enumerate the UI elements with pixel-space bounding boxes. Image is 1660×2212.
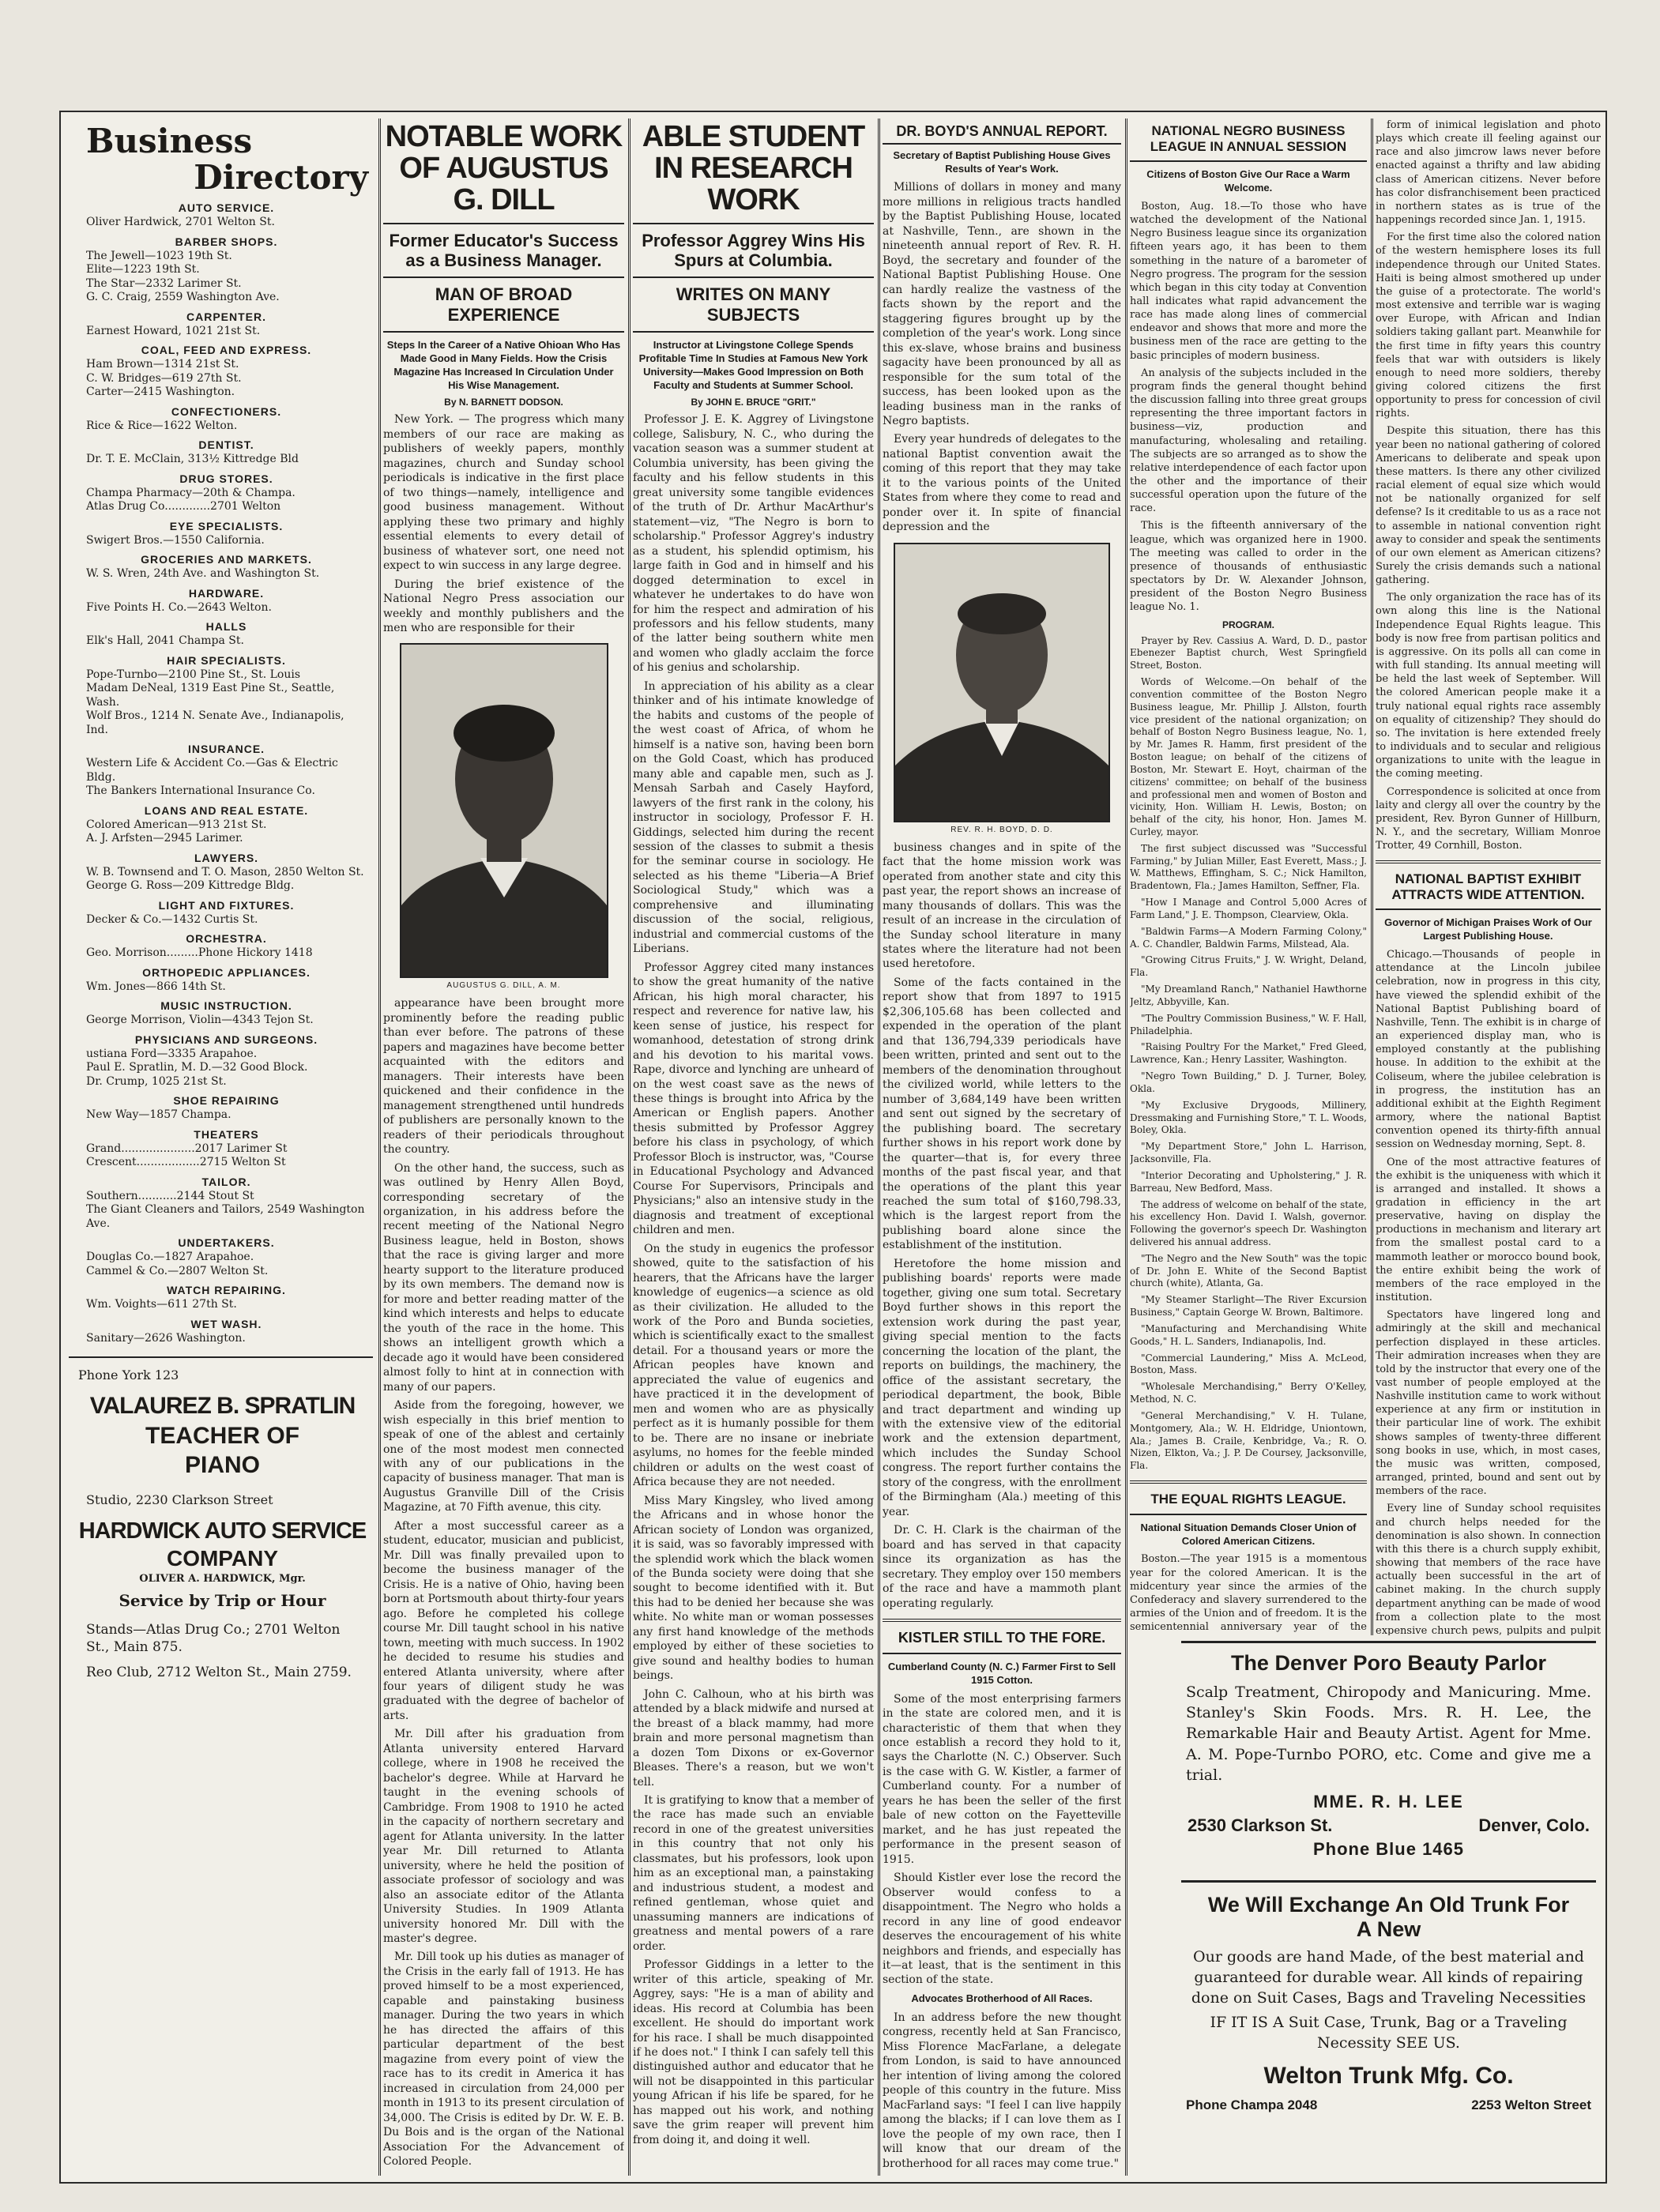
article-paragraph: Boston, Aug. 18.—To those who have watched the development of the National Negro Business league since its organization fifteen years ago, it has been to them something in the nature of a barometer of Negro progress. The program for the session which began in this city today at Convention hall indicates what rapid advancement the race has made along lines of commercial endeavor and shows that more and more the business men of the race are getting to the basic principles of modern business. bbox=[1130, 200, 1367, 362]
directory-entry: Pope-Turnbo—2100 Pine St., St. Louis bbox=[86, 668, 301, 681]
article-paragraph: Spectators have lingered long and admiringly at the skill and mechanical perfection displayed in these articles. Their admiration increases when they are told by the instructor that every one of the vast number of people employed at the Nashville institution came to work without experience at any firm or institution in their particular line of work. The exhibit shows samples of twenty-three different song books in use, which, in most cases, the music was written, composed, arranged, printed, bound and sent out by members of the race. bbox=[1376, 1309, 1601, 1498]
article-paragraph: During the brief existence of the National Negro Press association our weekly and monthly publishers and the men who are responsible for their bbox=[383, 577, 624, 634]
boyd-portrait bbox=[894, 543, 1110, 822]
directory-entry: A. J. Arfsten—2945 Larimer. bbox=[86, 832, 243, 845]
directory-category: INSURANCE. bbox=[187, 743, 265, 756]
article-paragraph: In an address before the new thought congress, recently held at San Francisco, Miss Florence MacFarlane, a delegate from London, is said to have announced her intention of living among the colored people of this country in the future. Miss MacFarland says: "I feel I can live happily among the blacks; if I can love them as I love the people of my own race, then I will know that our dream of the brotherhood for all races may come true." bbox=[883, 2011, 1121, 2170]
directory-entry: Wm. Jones—866 14th St. bbox=[86, 980, 226, 993]
directory-entry: Elite—1223 19th St. bbox=[86, 263, 200, 276]
article-paragraph: "Manufacturing and Merchandising White Goods," H. L. Sanders, Indianapolis, Ind. bbox=[1130, 1322, 1367, 1347]
kistler-headline: KISTLER STILL TO THE FORE. bbox=[898, 1630, 1106, 1646]
article-paragraph: Dr. C. H. Clark is the chairman of the board and has served in that capacity since its organization as has the secretary. They employ over 150 members of the race and have a mammoth plant operating regularly. bbox=[883, 1524, 1121, 1610]
article-paragraph: Millions of dollars in money and many more millions in religious tracts handled by the Baptist Publishing House, located at Nashville, Tenn., are shown in the nineteenth annual report of Rev. R. H. Boyd, the secretary and founder of the National Baptist Publishing House. One can hardly realize the vastness of the facts shown by the report and the staggering figures brought up by the completion of the year's work. Long since this ex-slave, whose brains and business sagacity have been pronounced by all as responsible for the sum total of the success, has been looked upon as the leading business man in the ranks of Negro baptists. bbox=[883, 181, 1121, 427]
directory-category: CARPENTER. bbox=[186, 310, 266, 323]
article-paragraph: business changes and in spite of the fact that the home mission work was operated from another state and city this past year, the report shows an increase of many thousands of dollars. This was the result of an increase in the circulation of the Sunday school literature in many states where the literature had not been used heretofore. bbox=[883, 841, 1121, 971]
directory-entry: Southern...........2144 Stout St bbox=[86, 1189, 254, 1202]
directory-category: SHOE REPAIRING bbox=[173, 1094, 280, 1108]
article-paragraph: "Raising Poultry For the Market," Fred Gleed, Lawrence, Kan.; Henry Lassiter, Washington. bbox=[1130, 1041, 1367, 1066]
article-paragraph: Some of the facts contained in the report show that from 1897 to 1915 $2,306,105.68 has been collected and expended in the operation of the plant and that 136,794,339 periodicals have been written, printed and sent out to the members of the denomination throughout the civilized world, while letters to the number of 3,684,149 have been written and sent out signed by the secretary of the publishing board. The secretary further shows in his report work done by the quarter—that is, for every three months of the past fiscal year, and that the operations of the plant this year reached the sum total of $160,798.33, which is the largest report from the publishing board alone since the establishment of the institution. bbox=[883, 976, 1121, 1252]
trunk-ad: We Will Exchange An Old Trunk For A New Our goods are hand Made, of the best material and guaranteed for durable wear. All kinds of repairing done on Suit Cases, Bags and Traveling Necessities IF IT IS A Suit Case, Trunk, Bag or a Traveling Necessity SEE US. Welton Trunk Mfg. Co. Phone Champa 2048 2253 Welton Street bbox=[1186, 1893, 1591, 2113]
right-column: form of inimical legislation and photo plays which create ill feeling against our race and also jimcrow laws never before enacted against a thrifty and law abiding class of American citizens. Never before has color disfranchisement been practiced in northern states as is true of the happenings recorded since Jan. 1, 1915. For the first time also the colored nation of the western hemisphere loses its full independence through our United States. Haiti is being almost smothered up under the guise of a protectorate. The world's most extensive and terrible war is waging over Europe, with African and Indian soldiers taking gallant part. Meanwhile for the first time in fifty years this country feels that war with outsiders is likely enough to need more soldiers, thereby giving colored citizens the first opportunity to press for concession of civil rights. Despite this situation, there has this year been no national gathering of colored Americans to deliberate and speak upon these matters. Is there any other civilized racial element of equal size which would not be nationally organized for self defense? Is it creditable to us as a race not to assemble in national convention right away to consider and speak the sentiments of our own element as American citizens? Surely the crisis demands such a national gathering. The only organization the race has of its own along this line is the National Independence Equal Rights league. This body is now free from partisan politics and is aggressive. On its polls all can come in with full standing. Its annual meeting will be held the last week of September. Will the colored American people make it a truly national equal rights race assembly on equality of citizenship? They should do so. The invitation is here extended freely to individuals and to secular and religious organizations to unite with the league in the coming meeting. Correspondence is solicited at once from laity and clergy all over the country by the president, Rev. Byron Gunner of Hillburn, N. Y., and the secretary, William Monroe Trotter, 49 Cornhill, Boston. NATIONAL BAPTIST EXHIBIT ATTRACTS WIDE ATTENTION. Governor of Michigan Praises Work of Our Largest Publishing House. Chicago.—Thousands of people in attendance at the Lincoln jubilee celebration, now in progress in this city, have viewed the splendid exhibit of the National Baptist Publishing board of Nashville, Tenn. The exhibit is in charge of an experienced display man, who is employed constantly at the publishing house. In addition to the exhibit at the Coliseum, where the jubilee celebration is in progress, the institution has an additional exhibit at the Eighth Regiment armory, where the national Baptist convention opened its thirty-fifth annual session on Wednesday morning, Sept. 8. One of the most attractive features of the exhibit is the uniqueness with which it is arranged and installed. It shows a gradation in efficiency in the art preservative, having on display the productions in mechanism and literary art from the smallest postal card to a mammoth leather or morocco bound book, the entire exhibit being the work of members of the race employed in the institution. Spectators have lingered long and admiringly at the skill and mechanical perfection displayed in these articles. Their admiration increases when they are told by the instructor that every one of the vast number of people employed at the Nashville institution came to work without experience at any firm or institution in their particular line of work. The exhibit shows samples of twenty-three different song books in use, which, in most cases, the music was written, composed, arranged, printed, bound and sent out by members of the race. Every line of Sunday school requisites and church helps needed for the denomination is also shown. In connection with this there is a church supply exhibit, showing that members of the race have actually been successful in the art of cabinet making. In the church supply department anything can be made of wood from a collection plate to the most expensive church pews, pulpits and pulpit bbox=[1376, 118, 1601, 1635]
aggrey-article: ABLE STUDENT IN RESEARCH WORK Professor Aggrey Wins His Spurs at Columbia. WRITES ON MANY SUBJECTS Instructor at Livingstone College Spends Profitable Time In Studies at Famous New York University—Makes Good Impression on Both Faculty and Students at Summer School. By JOHN E. BRUCE "GRIT." Professor J. E. K. Aggrey of Livingstone college, Salisbury, N. C., who during the vacation season was a summer student at Columbia university, has been giving the faculty and his fellow students in this great university some tangible evidences of the truth of Dr. Arthur MacArthur's statement—viz, "The Negro is born to scholarship." Professor Aggrey's industry as a student, his splendid optimism, his large faith in God and in himself and his dogged determination to excel in whatever he undertakes to do have won for him the respect and admiration of his professors and his fellow students, many of the latter being southern white men and women who gladly acclaim the force of his genius and scholarship. In appreciation of his ability as a clear thinker and of his intimate knowledge of the habits and customs of the people of the west coast of Africa, of whom he himself is a native son, having been born on the Gold Coast, which has produced many able and capable men, such as J. Mensah Sarbah and Casely Hayford, lawyers of the first rank in the colony, his instructor in sociology, Professor F. H. Giddings, selected him during the recent session of the classes to submit a thesis for the seminar course in sociology. He selected as his theme "Liberia—A Brief Sociological Study," which was a comprehensive and illuminating discussion of the social, religious, industrial and commercial customs of the Liberians. Professor Aggrey cited many instances to show the great humanity of the native African, his high moral character, his respect and reverence for native law, his keen sense of justice, his respect for womanhood, detestation of strong drink and his devotion to his marital vows. Rape, divorce and lynching are unheard of on the west coast save as the news of these things is brought into Africa by the American or English papers. Another thesis submitted by Professor Aggrey before his class in psychology, of which Professor Bloch is instructor, was, "Course in Educational Psychology and Advanced Course For Supervisors, Principals and Physicians;" also an intensive study in the diagnosis and treatment of exceptional children and men. On the study in eugenics the professor showed, quite to the satisfaction of his hearers, that the Africans have the larger knowledge of eugenics—a science as old as their civilization. He alluded to the work of the Poro and Bunda societies, which is scientifically exact to the smallest detail. For a thousand years or more the African peoples have known and appreciated the value of eugenics and have practiced it in the development of men and women who are as physically perfect as it is humanly possible for them to be. There are no insane or inebriate asylums, no homes for the feeble minded children or adults on the west coast of Africa because they are not needed. Miss Mary Kingsley, who lived among the Africans and in whose honor the African society of London was organized, it is said, was so favorably impressed with the splendid work which the black women of the Bunda society were doing that she sought to become identified with it. But this had to be denied her because she was white. No white man or woman possesses any first hand knowledge of the methods employed by either of these societies to give sound and healthy bodies to human beings. John C. Calhoun, who at his birth was attended by a black midwife and nursed at the breast of a black mammy, had more brain and more personal magnetism than a dozen Tom Dixons or ex-Governor Bleases. There's a reason, but we won't tell. It is gratifying to know that a member of the race has made such an enviable record in one of the greatest universities in this country that not only his classmates, but his professors, look upon him as an exceptional man, a painstaking and industrious student, a modest and refined gentleman, whose quiet and unassuming manners are indications of greatness and mental powers of a rare order. Professor Giddings in a letter to the writer of this article, speaking of Mr. Aggrey, says: "He is a man of ability and ideas. His record at Columbia has been excellent. He should do important work for his race. I shall be much disappointed if he does not." I think I can safely tell this distinguished author and educator that he will not be disappointed in this particular young African if his life be spared, for he has mapped out his work, and nothing save the grim reaper will prevent him from doing it, and doing it well. bbox=[633, 120, 874, 2146]
directory-entry: Wm. Voights—611 27th St. bbox=[86, 1298, 237, 1311]
newspaper-page bbox=[59, 111, 1607, 2184]
directory-entry: Madam DeNeal, 1319 East Pine St., Seattle, Wash. bbox=[86, 682, 335, 709]
article-paragraph: The address of welcome on behalf of the state, his excellency Hon. David I. Walsh, governor. Following the governor's speech Dr. Washington delivered his annual address. bbox=[1130, 1198, 1367, 1247]
article-paragraph: "Interior Decorating and Upholstering," J. R. Barreau, New Bedford, Mass. bbox=[1130, 1169, 1367, 1194]
directory-category: PHYSICIANS AND SURGEONS. bbox=[134, 1033, 318, 1046]
directory-entry: George G. Ross—209 Kittredge Bldg. bbox=[86, 879, 295, 893]
spratlin-ad: Phone York 123 VALAUREZ B. SPRATLIN TEACHER OF PIANO Studio, 2230 Clarkson Street bbox=[78, 1367, 356, 1507]
directory-category: HAIR SPECIALISTS. bbox=[167, 653, 286, 667]
article-paragraph: "The Negro and the New South" was the topic of Dr. John E. White of the Second Baptist church (white), Atlanta, Ga. bbox=[1130, 1252, 1367, 1289]
article-paragraph: Professor Aggrey cited many instances to show the great humanity of the native African, his high moral character, his respect and reverence for native law, his keen sense of justice, his respect for womanhood, detestation of strong drink and his devotion to his marital vows. Rape, divorce and lynching are unheard of on the west coast save as the news of these things is brought into Africa by the American or English papers. Another thesis submitted by Professor Aggrey before his class in psychology, of which Professor Bloch is instructor, was, "Course in Educational Psychology and Advanced Course For Supervisors, Principals and Physicians;" also an intensive study in the diagnosis and treatment of exceptional children and men. bbox=[633, 961, 874, 1237]
directory-entry: Decker & Co.—1432 Curtis St. bbox=[86, 912, 258, 926]
article-paragraph: Every line of Sunday school requisites and church helps needed for the denomination is also shown. In connection with this there is a church supply exhibit, showing that members of the race have actually been successful in the art of cabinet making. In the church supply department anything can be made of wood from a collection plate to the most expensive church pews, pulpits and pulpit bbox=[1376, 1503, 1601, 1635]
directory-entry: W. S. Wren, 24th Ave. and Washington St. bbox=[86, 567, 320, 581]
directory-entry: Atlas Drug Co.............2701 Welton bbox=[86, 500, 281, 514]
directory-entry: Dr. Crump, 1025 21st St. bbox=[86, 1074, 227, 1088]
directory-title: Business Directory bbox=[86, 122, 368, 198]
article-paragraph: One of the most attractive features of the exhibit is the uniqueness with which it is arranged and installed. It shows a gradation in efficiency in the art preservative, having on display the productions in mechanism and literary art from the smallest postal card to a mammoth leather or morocco bound book, the entire exhibit being the work of members of the race employed in the institution. bbox=[1376, 1156, 1601, 1304]
article-paragraph: This is the fifteenth anniversary of the league, which was organized here in 1900. The meeting was called to order in the presence of thousands of enthusiastic spectators by Dr. W. Alexander Johnson, president of the Boston Negro Business league No. 1. bbox=[1130, 520, 1367, 614]
article-paragraph: "Growing Citrus Fruits," J. W. Wright, Deland, Fla. bbox=[1130, 954, 1367, 979]
article-paragraph: Some of the most enterprising farmers in the state are colored men, and it is characteristic of them that when they once establish a record they hold to it, says the Charlotte (N. C.) Observer. Such is the case with G. W. Kistler, a farmer of Cumberland county. For a number of years he has been the seller of the first bale of new cotton on the Fayetteville market, and he has just repeated the performance in the present season of 1915. bbox=[883, 1692, 1121, 1866]
directory-entry: The Bankers International Insurance Co. bbox=[86, 784, 315, 798]
directory-entry: G. C. Craig, 2559 Washington Ave. bbox=[86, 291, 280, 304]
article-paragraph: form of inimical legislation and photo plays which create ill feeling against our race and also jimcrow laws never before enacted against a thrifty and law abiding class of American citizens. Never before has color disfranchisement been practiced in northern states as is true of the happenings recorded since Jan. 1, 1915. bbox=[1376, 119, 1601, 227]
directory-category: AUTO SERVICE. bbox=[178, 201, 275, 215]
directory-category: LIGHT AND FIXTURES. bbox=[158, 898, 295, 912]
directory-entry: Elk's Hall, 2041 Champa St. bbox=[86, 634, 244, 648]
directory-category: MUSIC INSTRUCTION. bbox=[160, 999, 292, 1013]
article-paragraph: "My Department Store," John L. Harrison, Jacksonville, Fla. bbox=[1130, 1141, 1367, 1165]
poro-beauty-ad: The Denver Poro Beauty Parlor Scalp Treatment, Chiropody and Manicuring. Mme. Stanley's Skin Foods. Mrs. R. H. Lee, the Remarkable Hair and Beauty Artist. Agent for Mme. A. M. Pope-Turnbo PORO, etc. Come and give me a trial. MME. R. H. LEE 2530 Clarkson St. Denver, Colo. Phone Blue 1465 bbox=[1181, 1641, 1596, 1883]
article-paragraph: John C. Calhoun, who at his birth was attended by a black midwife and nursed at the breast of a black mammy, had more brain and more personal magnetism than a dozen Tom Dixons or ex-Governor Bleases. There's a reason, but we won't tell. bbox=[633, 1687, 874, 1789]
article-paragraph: "General Merchandising," V. H. Tulane, Montgomery, Ala.; W. H. Eldridge, Uniontown, Ala.; James B. Craile, Kenbridge, Va.; R. O. Nizen, Elkton, Va.; J. P. De Coursey, Jacksonville, Fla. bbox=[1130, 1409, 1367, 1472]
directory-entry: Paul E. Spratlin, M. D.—32 Good Block. bbox=[86, 1061, 308, 1074]
article-paragraph: "Baldwin Farms—A Modern Farming Colony," A. C. Chandler, Baldwin Farms, Milstead, Ala. bbox=[1130, 925, 1367, 950]
directory-category: DRUG STORES. bbox=[179, 472, 273, 485]
directory-category: WET WASH. bbox=[190, 1317, 262, 1330]
article-paragraph: It is gratifying to know that a member of the race has made such an enviable record in one of the greatest universities in this country that not only his classmates, but his professors, look upon him as an exceptional man, a painstaking and industrious student, a modest and refined gentleman, whose quiet and unassuming manners are indications of greatness and mental powers of a rare order. bbox=[633, 1794, 874, 1953]
directory-entry: Dr. T. E. McClain, 313½ Kittredge Bld bbox=[86, 453, 299, 466]
directory-entry: Colored American—913 21st St. bbox=[86, 818, 267, 831]
article-paragraph: For the first time also the colored nation of the western hemisphere loses its full independence through our United States. Haiti is being almost smothered up under the guise of a protectorate. The world's most extensive and terrible war is waging over Europe, with African and Indian soldiers taking gallant part. Meanwhile for the first time in fifty years this country feels that war with outsiders is likely enough to need more soldiers, thereby giving colored citizens the first opportunity to press for concession of civil rights. bbox=[1376, 231, 1601, 420]
article-paragraph: New York. — The progress which many members of our race are making as publishers of weekly papers, monthly magazines, church and Sunday school periodicals is indicative in the first place of two things—namely, intelligence and good business management. Without applying these two primary and highly essential elements to every detail of business of whatever sort, one need not expect to win success in any large degree. bbox=[383, 413, 624, 573]
directory-category: LAWYERS. bbox=[194, 851, 259, 864]
directory-entry: Rice & Rice—1622 Welton. bbox=[86, 419, 238, 432]
article-paragraph: The first subject discussed was "Successful Farming," by Julian Miller, East Everett, Mass.; J. W. Matthews, Effingham, S. C.; Nick Hamilton, Bradentown, Fla.; James Hamilton, Seffner, Fla. bbox=[1130, 842, 1367, 892]
article-paragraph: Chicago.—Thousands of people in attendance at the Lincoln jubilee celebration, now in progress in this city, have viewed the splendid exhibit of the National Baptist Publishing board of Nashville, Tenn. The exhibit is in charge of an experienced display man, who is employed constantly at the publishing house. In addition to the exhibit at the Coliseum, where the jubilee celebration is in progress, the institution has an additional exhibit at the Eighth Regiment armory, where the national Baptist convention opened its thirty-fifth annual session on Wednesday morning, Sept. 8. bbox=[1376, 949, 1601, 1151]
directory-category: DENTIST. bbox=[198, 438, 254, 452]
article-paragraph: Every year hundreds of delegates to the national Baptist convention await the coming of this report that they may take it to the various points of the United States from where they come to read and ponder over it. In spite of financial depression and the bbox=[883, 433, 1121, 534]
directory-entry: ustiana Ford—3335 Arapahoe. bbox=[86, 1047, 258, 1060]
hardwick-ad: HARDWICK AUTO SERVICE COMPANY OLIVER A. HARDWICK, Mgr. Service by Trip or Hour Stands—Atlas Drug Co.; 2701 Welton St., Main 875. Reo Club, 2712 Welton St., Main 2759. bbox=[78, 1518, 367, 1681]
directory-entry: Sanitary—2626 Washington. bbox=[86, 1331, 246, 1345]
article-paragraph: The only organization the race has of its own along this line is the National Independence Equal Rights league. This body is now free from partisan politics and is aggressive. On its polls all can come in with full standing. Its annual meeting will be held the last week of September. Will the colored American people make it a truly national equal rights race assembly on equality of citizenship? They should do so. The invitation is here extended freely to individuals and to secular and religious organizations to unite with the league in the coming meeting. bbox=[1376, 592, 1601, 781]
dill-portrait bbox=[400, 643, 608, 978]
directory-entry: W. B. Townsend and T. O. Mason, 2850 Welton St. bbox=[86, 865, 364, 878]
directory-category: HARDWARE. bbox=[188, 586, 265, 600]
article-paragraph: Prayer by Rev. Cassius A. Ward, D. D., pastor Ebenezer Baptist church, West Springfield Street, Boston. bbox=[1130, 634, 1367, 672]
directory-category: THEATERS bbox=[194, 1127, 259, 1141]
article-paragraph: Boston.—The year 1915 is a momentous year for the colored American. It is the midcentury year since the armies of the Confederacy and slavery surrendered to the armies of the Union and of freedom. It is the semicentennial anniversary year of the bbox=[1130, 1553, 1367, 1634]
directory-category: EYE SPECIALISTS. bbox=[169, 519, 284, 532]
directory-entry: Cammel & Co.—2807 Welton St. bbox=[86, 1264, 269, 1277]
article-paragraph: On the other hand, the success, such as was outlined by Henry Allen Boyd, corresponding secretary of the organization, in his address before the recent meeting of the National Negro Business league, held in Boston, shows that the race is giving larger and more hearty support to the literature produced by its own members. The demand now is for more and better reading matter of the kind which interests and helps to educate the youth of the race in the home. This shows an intelligent growth which a decade ago it would have been considered almost folly to hint at in connection with many of our papers. bbox=[383, 1161, 624, 1394]
directory-entry: Douglas Co.—1827 Arapahoe. bbox=[86, 1251, 254, 1264]
article-paragraph: Words of Welcome.—On behalf of the convention committee of the Boston Negro Business league, Mr. Phillip J. Allston, fourth vice president of the national organization; on behalf of Boston Negro Business league, No. 1, by Mr. James R. Hamm, first president of the Boston league; on behalf of the citizens of Boston, Mr. Stewart E. Hoyt, chairman of the citizens' committee; on behalf of the business and professional men and women of Boston and vicinity, Hon. William H. Lewis, Boston; on behalf of the city, his honor, Hon. James M. Curley, mayor. bbox=[1130, 676, 1367, 837]
directory-entry: Swigert Bros.—1550 California. bbox=[86, 533, 265, 547]
directory-category: COAL, FEED AND EXPRESS. bbox=[141, 344, 312, 357]
directory-entry: Carter—2415 Washington. bbox=[86, 386, 235, 399]
article-paragraph: Heretofore the home mission and publishing boards' reports were made together, giving one sum total. Secretary Boyd further shows in this report the extension work during the past year, giving special mention to the facts concerning the location of the plant, the reports on buildings, the machinery, the office of the assistant secretary, the periodical department, the book, Bible and tract department and winding up with the extensive view of the editorial work and the extension department, which includes the Sunday School congress. The report further contains the story of the congress, with the enrollment of the Birmingham (Ala.) meeting of this year. bbox=[883, 1257, 1121, 1518]
boyd-article: DR. BOYD'S ANNUAL REPORT. Secretary of Baptist Publishing House Gives Results of Year's Work. Millions of dollars in money and many more millions in religious tracts handled by the Baptist Publishing House, located at Nashville, Tenn., are shown in the nineteenth annual report of Rev. R. H. Boyd, the secretary and founder of the National Baptist Publishing House. One can hardly realize the vastness of the facts shown by the report and the staggering figures brought up by the completion of the year's work. Long since this ex-slave, whose brains and business sagacity have been pronounced by all as responsible for the sum total of the success, has been looked upon as the leading business man in the ranks of Negro baptists. Every year hundreds of delegates to the national Baptist convention await the coming of this report that they may take it to the various points of the United States from where they come to read and ponder over it. In spite of financial depression and the REV. R. H. BOYD, D. D. business changes and in spite of the fact that the home mission work was operated from another state and city this past year, the report shows an increase of many thousands of dollars. This was the result of an increase in the circulation of the Sunday school literature in many states where the literature had not been used heretofore. Some of the facts contained in the report show that from 1897 to 1915 $2,306,105.68 has been collected and expended in the operation of the plant and that 136,794,339 periodicals have been written, printed and sent out to the members of the denomination throughout the civilized world, while letters to the number of 3,684,149 have been written and sent out signed by the secretary of the publishing board. The secretary further shows in his report work done by the quarter—that is, for every three months of the past fiscal year, and that the operations of the plant this year reached the sum total of $160,798.33, which is the largest report from the publishing board alone since the establishment of the institution. Heretofore the home mission and publishing boards' reports were made together, giving one sum total. Secretary Boyd further shows in this report the extension work during the past year, giving special mention to the facts concerning the location of the plant, the reports on buildings, the machinery, the office of the assistant secretary, the periodical department, the book, Bible and tract department and winding up with the extensive view of the editorial work and the extension department, which includes the Sunday School congress. The report further contains the story of the congress, with the enrollment of the Birmingham (Ala.) meeting of this year. Dr. C. H. Clark is the chairman of the board and has served in that capacity since its organization as has the secretary. They employ over 150 members of the race and have a mammoth plant operating regularly. KISTLER STILL TO THE FORE. Cumberland County (N. C.) Farmer First to Sell 1915 Cotton. Some of the most enterprising farmers in the state are colored men, and it is characteristic of them that when they once establish a record they hold to it, says the Charlotte (N. C.) Observer. Such is the case with G. W. Kistler, a farmer of Cumberland county. For a number of years he has been the seller of the first bale of new cotton on the Fayetteville market, and he has just repeated the performance in the present season of 1915. Should Kistler ever lose the record the Observer would confess to a disappointment. The Negro who holds a record in any line of good endeavor deserves the encouragement of his white neighbors and friends, and especially has it—at least, that is the sentiment in this section of the state. Advocates Brotherhood of All Races. In an address before the new thought congress, recently held at San Francisco, Miss Florence MacFarlane, a delegate from London, is said to have announced her intention of living among the colored people of this country in the future. Miss MacFarland says: "I feel I can live happily among the blacks; if I can love them as I love the people of my own race, then I will know that our dream of the brotherhood for all races may come true." bbox=[883, 123, 1121, 2170]
directory-category: WATCH REPAIRING. bbox=[167, 1284, 286, 1297]
directory-entry: Western Life & Accident Co.—Gas & Electric Bldg. bbox=[86, 757, 338, 784]
directory-category: ORTHOPEDIC APPLIANCES. bbox=[142, 965, 311, 979]
directory-category: HALLS bbox=[205, 620, 247, 634]
article-paragraph: Miss Mary Kingsley, who lived among the Africans and in whose honor the African society of London was organized, it is said, was so favorably impressed with the splendid work which the black women of the Bunda society were doing that she sought to become identified with it. But this had to be denied her because she was white. No white man or woman possesses any first hand knowledge of the methods employed by either of these societies to give sound and healthy bodies to human beings. bbox=[633, 1494, 874, 1683]
article-paragraph: Despite this situation, there has this year been no national gathering of colored Americans to deliberate and speak upon these matters. Is there any other civilized racial element of equal size which would not be nationally organized for self defense? Is it creditable to us as a race not to assemble in national convention right away to consider and speak the sentiments of our own element as American citizens? Surely the crisis demands such a national gathering. bbox=[1376, 425, 1601, 587]
article-paragraph: "My Exclusive Drygoods, Millinery, Dressmaking and Furnishing Store," T. L. Woods, Boley, Okla. bbox=[1130, 1099, 1367, 1136]
article-paragraph: "Commercial Laundering," Miss A. McLeod, Boston, Mass. bbox=[1130, 1352, 1367, 1376]
directory-category: BARBER SHOPS. bbox=[175, 235, 278, 248]
column-rule bbox=[878, 118, 880, 2176]
article-paragraph: "My Dreamland Ranch," Nathaniel Hawthorne Jeltz, Abbyville, Kan. bbox=[1130, 984, 1367, 1007]
article-paragraph: Mr. Dill took up his duties as manager of the Crisis in the early fall of 1913. He has proved himself to be a most experienced, capable and painstaking business manager. During the two years in which he has directed the affairs of this particular department of the best magazine from every point of view the race has to its credit in America it has increased in circulation from 24,000 per month in 1913 to its present circulation of 34,000. The Crisis is edited by Dr. W. E. B. Du Bois and is the organ of the National Association For the Advancement of Colored People. bbox=[383, 1951, 624, 2169]
column-rule bbox=[628, 118, 630, 2176]
directory-entry: The Giant Cleaners and Tailors, 2549 Washington Ave. bbox=[86, 1203, 365, 1230]
article-paragraph: Correspondence is solicited at once from laity and clergy all over the country by the president, Rev. Byron Gunner of Hillburn, N. Y., and the secretary, William Monroe Trotter, 49 Cornhill, Boston. bbox=[1376, 785, 1601, 852]
directory-entry: Wolf Bros., 1214 N. Senate Ave., Indianapolis, Ind. bbox=[86, 709, 344, 736]
article-paragraph: "How I Manage and Control 5,000 Acres of Farm Land," J. E. Thompson, Clearview, Okla. bbox=[1130, 897, 1367, 920]
column-rule bbox=[378, 118, 381, 2176]
directory-category: LOANS AND REAL ESTATE. bbox=[144, 803, 309, 817]
article-paragraph: After a most successful career as a student, educator, musician and publicist, Mr. Dill was finally prevailed upon to become the business manager of the Crisis. He is a native of Ohio, having been born at Portsmouth about thirty-four years ago. Before he completed his college course Mr. Dill taught school in his native town, meeting with much success. In 1902 he decided to resume his studies and entered Atlanta university, where after four years of diligent study he was graduated with the degree of bachelor of arts. bbox=[383, 1519, 624, 1722]
article-paragraph: Professor Giddings in a letter to the writer of this article, speaking of Mr. Aggrey, says: "He is a man of ability and ideas. His record at Columbia has been excellent. He should do important work for his race. I shall be much disappointed if he does not." I think I can safely tell this distinguished author and educator that he will not be disappointed in this particular young African if his life be spared, for he has mapped out his work, and nothing save the grim reaper will prevent him from doing it, and doing it well. bbox=[633, 1958, 874, 2146]
article-paragraph: "Negro Town Building," D. J. Turner, Boley, Okla. bbox=[1130, 1070, 1367, 1094]
dill-article: NOTABLE WORK OF AUGUSTUS G. DILL Former Educator's Success as a Business Manager. MAN OF BROAD EXPERIENCE Steps In the Career of a Native Ohioan Who Has Made Good in Many Fields. How the Crisis Magazine Has Increased In Circulation Under His Wise Management. By N. BARNETT DODSON. New York. — The progress which many members of our race are making as publishers of weekly papers, monthly magazines, church and Sunday school periodicals is indicative in the first place of two things—namely, intelligence and good business management. Without applying these two primary and highly essential elements to every detail of business of whatever sort, one need not expect to win success in any large degree. During the brief existence of the National Negro Press association our weekly and monthly publishers and the men who are responsible for their AUGUSTUS G. DILL, A. M. appearance have been brought more prominently before the reading public than ever before. The patrons of these papers and magazines have become better acquainted with the editors and managers. Their interests have been quickened and their confidence in the management strengthened until hundreds of publishers are personally known to the readers of their periodicals throughout the country. On the other hand, the success, such as was outlined by Henry Allen Boyd, corresponding secretary of the organization, in his address before the recent meeting of the National Negro Business league, held in Boston, shows that the race is giving larger and more hearty support to the literature produced by its own members. The demand now is for more and better reading matter of the kind which interests and helps to educate the youth of the race in the home. This shows an intelligent growth which a decade ago it would have been considered almost folly to hint at in connection with many of our papers. Aside from the foregoing, however, we wish especially in this brief mention to speak of one of the ablest and certainly one of the most modest men connected with any of our publications in the capacity of business manager. That man is Augustus Granville Dill of the Crisis Magazine, at 70 Fifth avenue, this city. After a most successful career as a student, educator, musician and publicist, Mr. Dill was finally prevailed upon to become the business manager of the Crisis. He is a native of Ohio, having been born at Portsmouth about thirty-four years ago. Before he completed his college course Mr. Dill taught school in his native town, meeting with much success. In 1902 he decided to resume his studies and entered Atlanta university, where after four years of diligent study he was graduated with the degree of bachelor of arts. Mr. Dill after his graduation from Atlanta university entered Harvard college, where in 1908 he received the bachelor's degree. While at Harvard he taught in the evening schools of Cambridge. From 1908 to 1910 he acted in the capacity of northern secretary and agent for Atlanta university. In the latter year Mr. Dill returned to Atlanta university, where he held the position of associate professor of sociology and was also an associate editor of the Atlanta University Studies. In 1909 Atlanta university honored Mr. Dill with the master's degree. Mr. Dill took up his duties as manager of the Crisis in the early fall of 1913. He has proved himself to be a most experienced, capable and painstaking business manager. During the two years in which he has directed the affairs of this particular department of the best magazine from every point of view the race has to its credit in America it has increased in circulation from 24,000 per month in 1913 to its present circulation of 34,000. The Crisis is edited by Dr. W. E. B. Du Bois and is the organ of the National Association For the Advancement of Colored People. bbox=[383, 120, 624, 2169]
column-rule bbox=[1371, 118, 1373, 1635]
article-paragraph: "Wholesale Merchandising," Berry O'Kelley, Method, N. C. bbox=[1130, 1381, 1367, 1405]
directory-entry: George Morrison, Violin—4343 Tejon St. bbox=[86, 1014, 314, 1027]
directory-category: ORCHESTRA. bbox=[186, 932, 267, 946]
article-paragraph: appearance have been brought more prominently before the reading public than ever before. The patrons of these papers and magazines have become better acquainted with the editors and managers. Their interests have been quickened and their confidence in the management strengthened until hundreds of publishers are personally known to the readers of their periodicals throughout the country. bbox=[383, 997, 624, 1157]
directory-list bbox=[69, 201, 373, 1345]
directory-entry: Crescent..................2715 Welton St bbox=[86, 1156, 286, 1169]
directory-entry: Grand.....................2017 Larimer St bbox=[86, 1142, 288, 1155]
article-paragraph: Should Kistler ever lose the record the Observer would confess to a disappointment. The Negro who holds a record in any line of good endeavor deserves the encouragement of his white neighbors and friends, and especially has it—at least, that is the sentiment in this section of the state. bbox=[883, 1872, 1121, 1987]
directory-entry: The Jewell—1023 19th St. bbox=[86, 249, 232, 262]
directory-category: UNDERTAKERS. bbox=[178, 1236, 275, 1250]
directory-category: GROCERIES AND MARKETS. bbox=[141, 553, 312, 566]
article-paragraph: An analysis of the subjects included in the program finds the general thought behind the discussion falling into three great groups representing the three important factors in business—viz, production and manufacturing, wholesaling and retailing. The subjects are so arranged as to show the relative interdependence of each factor upon the other and the importance of their successful operation upon the future of the race. bbox=[1130, 367, 1367, 515]
directory-entry: Oliver Hardwick, 2701 Welton St. bbox=[86, 216, 275, 229]
directory-entry: Ham Brown—1314 21st St. bbox=[86, 358, 239, 371]
article-paragraph: On the study in eugenics the professor showed, quite to the satisfaction of his hearers, that the Africans have the larger knowledge of eugenics—a science as old as their civilization. He alluded to the work of the Poro and Bunda societies, which is scientifically exact to the smallest detail. For a thousand years or more the African peoples have known and appreciated the value of eugenics and have practiced it in the development of men and women who are as physically perfect as it is humanly possible for them to be. There are no insane or inebriate asylums, no homes for the feeble minded children or adults on the west coast of Africa because they are not needed. bbox=[633, 1242, 874, 1489]
article-paragraph: Professor J. E. K. Aggrey of Livingstone college, Salisbury, N. C., who during the vacation season was a summer student at Columbia university, has been giving the faculty and his fellow students in this great university some tangible evidences of the truth of Dr. Arthur MacArthur's statement—viz, "The Negro is born to scholarship." Professor Aggrey's industry as a student, his splendid optimism, his large faith in God and in himself and his dogged determination to excel in whatever he undertakes to do have won for him the respect and admiration of his professors and his fellow students, many of the latter being southern white men and women who gladly acclaim the force of his genius and scholarship. bbox=[633, 413, 874, 675]
column-rule bbox=[1125, 118, 1127, 2176]
article-paragraph: "My Steamer Starlight—The River Excursion Business," Captain George W. Brown, Baltimore. bbox=[1130, 1294, 1367, 1319]
article-paragraph: Aside from the foregoing, however, we wish especially in this brief mention to speak of one of the ablest and certainly one of the most modest men connected with any of our publications in the capacity of business manager. That man is Augustus Granville Dill of the Crisis Magazine, at 70 Fifth avenue, this city. bbox=[383, 1399, 624, 1514]
directory-entry: Five Points H. Co.—2643 Welton. bbox=[86, 600, 272, 614]
article-paragraph: In appreciation of his ability as a clear thinker and of his intimate knowledge of the habits and customs of the people of the west coast of Africa, of whom he himself is a native son, having been born on the Gold Coast, which has produced many able and capable men, such as J. Mensah Sarbah and Casely Hayford, lawyers of the first rank in the colony, his instructor in sociology, Professor F. H. Giddings, selected him during the recent session of the classes to submit a thesis for the seminar course in sociology. He selected as his theme "Liberia—A Brief Sociological Study," which was a comprehensive and illuminating discussion of the social, religious, industrial and commercial customs of the Liberians. bbox=[633, 679, 874, 956]
business-directory-column bbox=[69, 118, 373, 2176]
directory-entry: Geo. Morrison.........Phone Hickory 1418 bbox=[86, 946, 313, 960]
directory-category: TAILOR. bbox=[201, 1175, 251, 1188]
directory-entry: Champa Pharmacy—20th & Champa. bbox=[86, 486, 295, 499]
portrait-image bbox=[895, 544, 1109, 821]
directory-entry: The Star—2332 Larimer St. bbox=[86, 276, 242, 290]
article-paragraph: "The Poultry Commission Business," W. F. Hall, Philadelphia. bbox=[1130, 1012, 1367, 1036]
league-article: NATIONAL NEGRO BUSINESS LEAGUE IN ANNUAL SESSION Citizens of Boston Give Our Race a Warm Welcome. Boston, Aug. 18.—To those who have watched the development of the National Negro Business league since its organization fifteen years ago, it has been to them something in the nature of a barometer of Negro progress. The program for the session which began in this city today at Convention hall indicates what rapid advancement the race has made along lines of commercial endeavor and shows that more and more the business men of the race are getting to the basic principles of modern business. An analysis of the subjects included in the program finds the general thought behind the discussion falling into three great groups representing the three important factors in business—viz, production and manufacturing, wholesaling and retailing. The subjects are so arranged as to show the relative interdependence of each factor upon the other and the importance of their successful operation upon the future of the race. This is the fifteenth anniversary of the league, which was organized here in 1900. The meeting was called to order in the presence of thousands of enthusiastic spectators by Dr. W. Alexander Johnson, president of the Boston Negro Business league No. 1. PROGRAM. Prayer by Rev. Cassius A. Ward, D. D., pastor Ebenezer Baptist church, West Springfield Street, Boston. Words of Welcome.—On behalf of the convention committee of the Boston Negro Business league, Mr. Phillip J. Allston, fourth vice president of the national organization; on behalf of Boston Negro Business league, No. 1, by Mr. James R. Hamm, first president of the Boston league; on behalf of the citizens of Boston, Mr. Stewart E. Hoyt, chairman of the citizens' committee; on behalf of the business and professional men and women of Boston and vicinity, Hon. William H. Lewis, Boston; on behalf of the city, his honor, Hon. James M. Curley, mayor. The first subject discussed was "Successful Farming," by Julian Miller, East Everett, Mass.; J. W. Matthews, Effingham, S. C.; Nick Hamilton, Bradentown, Fla.; James Hamilton, Seffner, Fla. "How I Manage and Control 5,000 Acres of Farm Land," J. E. Thompson, Clearview, Okla. "Baldwin Farms—A Modern Farming Colony," A. C. Chandler, Baldwin Farms, Milstead, Ala. "Growing Citrus Fruits," J. W. Wright, Deland, Fla. "My Dreamland Ranch," Nathaniel Hawthorne Jeltz, Abbyville, Kan. "The Poultry Commission Business," W. F. Hall, Philadelphia. "Raising Poultry For the Market," Fred Gleed, Lawrence, Kan.; Henry Lassiter, Washington. "Negro Town Building," D. J. Turner, Boley, Okla. "My Exclusive Drygoods, Millinery, Dressmaking and Furnishing Store," T. L. Woods, Boley, Okla. "My Department Store," John L. Harrison, Jacksonville, Fla. "Interior Decorating and Upholstering," J. R. Barreau, New Bedford, Mass. The address of welcome on behalf of the state, his excellency Hon. David I. Walsh, governor. Following the governor's speech Dr. Washington delivered his annual address. "The Negro and the New South" was the topic of Dr. John E. White of the Second Baptist church (white), Atlanta, Ga. "My Steamer Starlight—The River Excursion Business," Captain George W. Brown, Baltimore. "Manufacturing and Merchandising White Goods," H. L. Sanders, Indianapolis, Ind. "Commercial Laundering," Miss A. McLeod, Boston, Mass. "Wholesale Merchandising," Berry O'Kelley, Method, N. C. "General Merchandising," V. H. Tulane, Montgomery, Ala.; W. H. Eldridge, Uniontown, Ala.; James B. Craile, Kenbridge, Va.; R. O. Nizen, Elkton, Va.; J. P. De Coursey, Jacksonville, Fla. THE EQUAL RIGHTS LEAGUE. National Situation Demands Closer Union of Colored American Citizens. Boston.—The year 1915 is a momentous year for the colored American. It is the midcentury year since the armies of the Confederacy and slavery surrendered to the armies of the Union and of freedom. It is the semicentennial anniversary year of the bbox=[1130, 118, 1367, 1635]
article-paragraph: Mr. Dill after his graduation from Atlanta university entered Harvard college, where in 1908 he received the bachelor's degree. While at Harvard he taught in the evening schools of Cambridge. From 1908 to 1910 he acted in the capacity of northern secretary and agent for Atlanta university. In the latter year Mr. Dill returned to Atlanta university, where he held the position of associate professor of sociology and was also an associate editor of the Atlanta University Studies. In 1909 Atlanta university honored Mr. Dill with the master's degree. bbox=[383, 1728, 624, 1945]
directory-entry: New Way—1857 Champa. bbox=[86, 1108, 231, 1122]
directory-entry: Earnest Howard, 1021 21st St. bbox=[86, 324, 261, 337]
portrait-image bbox=[401, 645, 607, 976]
directory-category: CONFECTIONERS. bbox=[171, 404, 282, 418]
directory-entry: C. W. Bridges—619 27th St. bbox=[86, 371, 242, 385]
